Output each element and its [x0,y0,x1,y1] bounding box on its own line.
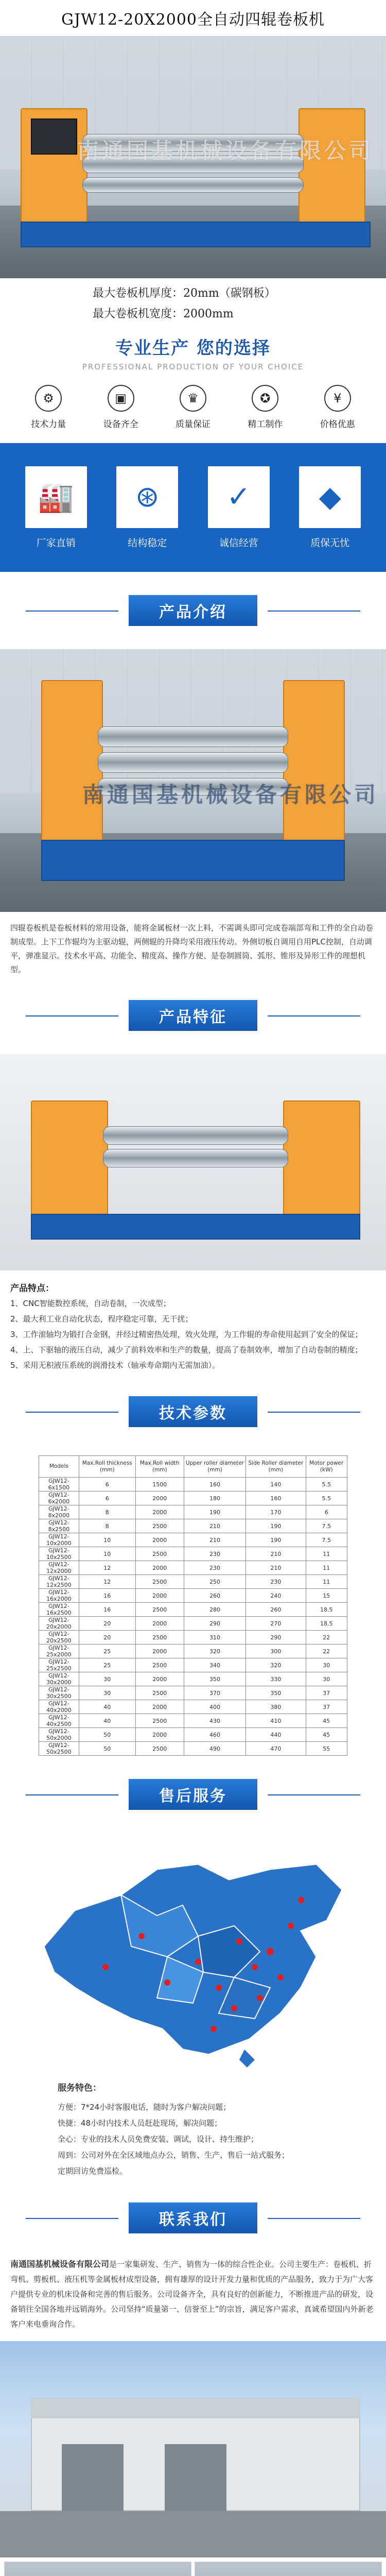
section-title: 售后服务 [129,1779,257,1810]
table-row [39,1645,347,1658]
table-row [39,1728,347,1742]
table-cell: 300 [246,1645,306,1658]
table-cell: 2000 [135,1728,184,1742]
table-cell: 370 [184,1686,246,1700]
table-row [39,1533,347,1547]
workshop-photo [4,2562,191,2576]
table-cell: 260 [246,1603,306,1617]
intro-machine-image [0,649,386,912]
table-cell: 22 [306,1645,347,1658]
table-cell: GJW12-30x2500 [39,1686,79,1700]
section-banner-contact [0,2179,386,2257]
section-banner-intro [0,572,386,649]
section-title: 联系我们 [129,2202,257,2233]
table-cell: 2500 [135,1519,184,1533]
service-item: 全心：专业的技术人员免费安装、调试，设计、持生维护； [58,2134,259,2144]
table-cell: 30 [306,1658,347,1672]
table-cell: GJW12-20x2500 [39,1631,79,1645]
table-cell: 270 [246,1617,306,1631]
table-cell: 320 [246,1658,306,1672]
table-cell: 460 [184,1728,246,1742]
table-cell: 30 [79,1686,135,1700]
tagline-en: PROFESSIONAL PRODUCTION OF YOUR CHOICE [82,362,304,371]
table-cell: 55 [306,1742,347,1756]
table-row [39,1505,347,1519]
table-cell: 470 [246,1742,306,1756]
table-row [39,1700,347,1714]
table-cell: GJW12-12x2000 [39,1561,79,1575]
table-cell: 10 [79,1547,135,1561]
table-header: Max.Roll thickness (mm) [79,1456,135,1478]
machine-icon: ▣ [108,385,134,412]
table-cell: 2500 [135,1742,184,1756]
trophy-icon: ♛ [180,385,206,412]
page-title: GJW12-20X2000全自动四辊卷板机 [61,11,325,29]
factory-building-image [0,2341,386,2557]
table-cell: 2500 [135,1603,184,1617]
table-cell: 12 [79,1561,135,1575]
feature-item: 5、采用无积液压系统的润滑技术（轴承寿命期内无需加油）。 [10,1361,220,1370]
table-cell: 2000 [135,1700,184,1714]
table-cell: 5.5 [306,1478,347,1492]
table-cell: 2000 [135,1492,184,1505]
price-tag-icon: ¥ [324,385,351,412]
intro-watermark: 南通国基机械设备有限公司 [82,782,379,807]
table-cell: 280 [184,1603,246,1617]
table-cell: 50 [79,1728,135,1742]
thumbs-up-icon: ✪ [252,385,278,412]
table-cell: 18.5 [306,1603,347,1617]
service-item [25,466,87,549]
table-cell: GJW12-12x2500 [39,1575,79,1589]
table-cell: 160 [246,1492,306,1505]
table-row [39,1631,347,1645]
advantage-label: 设备齐全 [103,419,138,430]
service-label: 结构稳定 [128,537,167,549]
table-cell: 190 [184,1505,246,1519]
table-cell: 6 [79,1478,135,1492]
table-cell: 5.5 [306,1492,347,1505]
advantage-item [239,385,291,430]
table-cell: 30 [79,1672,135,1686]
table-row [39,1742,347,1756]
service-item: 方便：7*24小时客服电话，随时为客户解决问题； [58,2103,231,2112]
table-cell: 45 [306,1714,347,1728]
table-body [39,1478,347,1756]
advantage-icons [0,371,386,430]
table-cell: 290 [184,1617,246,1631]
table-cell: GJW12-50x2500 [39,1742,79,1756]
table-cell: 230 [184,1547,246,1561]
table-cell: GJW12-40x2500 [39,1714,79,1728]
service-list [0,2075,386,2179]
table-cell: 330 [246,1672,306,1686]
table-cell: 190 [246,1533,306,1547]
table-cell: 230 [246,1575,306,1589]
table-cell: 210 [246,1561,306,1575]
table-cell: 2500 [135,1575,184,1589]
table-header: Models [39,1456,79,1478]
table-cell: 310 [184,1631,246,1645]
table-cell: 210 [184,1533,246,1547]
table-cell: GJW12-8x2000 [39,1505,79,1519]
table-cell: 400 [184,1700,246,1714]
table-cell: 290 [246,1631,306,1645]
table-row [39,1519,347,1533]
advantage-item [312,385,363,430]
table-cell: 2000 [135,1645,184,1658]
table-header-row [39,1456,347,1478]
table-cell: 2000 [135,1589,184,1603]
service-label: 厂家直销 [36,537,76,549]
service-item: 定期回访免费巡检。 [58,2166,128,2176]
table-cell: GJW12-10x2500 [39,1547,79,1561]
section-banner-features [0,977,386,1054]
table-cell: 18.5 [306,1617,347,1631]
table-cell: GJW12-16x2500 [39,1603,79,1617]
table-cell: 20 [79,1631,135,1645]
table-cell: 2000 [135,1617,184,1631]
table-cell: 2500 [135,1686,184,1700]
hero-watermark: 南通国基机械设备有限公司 [77,138,374,163]
advantage-label: 价格优惠 [320,419,355,430]
warranty-icon: ✓ [208,466,270,528]
table-cell: 350 [184,1672,246,1686]
table-cell: 2500 [135,1631,184,1645]
workshop-photo [195,2562,382,2576]
table-cell: 25 [79,1658,135,1672]
feature-item: 2、最大利工业自动化状态，程序稳定可靠，无干扰； [10,1314,193,1324]
table-cell: 40 [79,1714,135,1728]
table-cell: 2000 [135,1533,184,1547]
table-cell: 6 [79,1492,135,1505]
table-cell: GJW12-25x2000 [39,1645,79,1658]
service-item: 快捷：48小时内技术人员赶赴现场，解决问题； [58,2119,222,2128]
advantage-item [167,385,219,430]
spec-summary [0,278,386,325]
table-cell: 170 [246,1505,306,1519]
table-cell: 7.5 [306,1533,347,1547]
section-title: 产品特征 [129,1000,257,1031]
china-map-graphic [13,1833,373,2075]
table-cell: GJW12-10x2000 [39,1533,79,1547]
table-cell: 2500 [135,1658,184,1672]
table-cell: 50 [79,1742,135,1756]
service-item [116,466,178,549]
table-cell: 160 [184,1478,246,1492]
section-title: 技术参数 [129,1396,257,1427]
table-cell: 2000 [135,1561,184,1575]
spec-width: 最大卷板机宽度：2000mm [93,308,234,320]
table-cell: 210 [184,1519,246,1533]
table-cell: 180 [184,1492,246,1505]
table-cell: 16 [79,1589,135,1603]
factory-icon: 🏭 [25,466,87,528]
service-map [13,1833,373,2075]
table-header: Side Roller diameter (mm) [246,1456,306,1478]
workshop-photos [0,2562,386,2576]
table-cell: 230 [184,1561,246,1575]
table-cell: 8 [79,1519,135,1533]
table-cell: 2500 [135,1547,184,1561]
table-row [39,1686,347,1700]
intro-paragraph: 四辊卷板机是卷板材料的常用设备，能将金属板材一次上料，不需调头即可完成卷端部弯和工件的全自动卷制成型。上下工作辊均为主驱动辊，两侧辊的升降均采用液压传动。外侧切板自调用自用PLC控制，自动调平，弹准显示。技术水平高、功能全、精度高、操作方便、是卷制圆筒、弧形、锥形及异形工件的理想机型。 [10,923,374,974]
table-cell: 430 [184,1714,246,1728]
table-cell: 320 [184,1645,246,1658]
service-item [299,466,361,549]
table-cell: GJW12-20x2000 [39,1617,79,1631]
advantage-item [95,385,147,430]
service-label: 质保无忧 [310,537,350,549]
table-header: Motor power (kW) [306,1456,347,1478]
company-intro [0,2257,386,2332]
tagline-cn: 专业生产 您的选择 [115,338,271,359]
section-banner-tech [0,1373,386,1450]
table-row [39,1547,347,1561]
features-list [0,1296,386,1373]
structure-icon: ⊛ [116,466,178,528]
service-head: 服务特色： [58,2083,101,2093]
spec-table [39,1455,347,1756]
table-cell: 20 [79,1617,135,1631]
service-label: 诚信经营 [219,537,258,549]
table-cell: GJW12-30x2000 [39,1672,79,1686]
table-cell: 190 [246,1519,306,1533]
company-name: 南通国基机械设备有限公司 [10,2259,110,2269]
feature-item: 1、CNC智能数控系统，自动卷制，一次成型； [10,1299,171,1308]
service-item [208,466,270,549]
table-header: Max.Roll width (mm) [135,1456,184,1478]
table-cell: 8 [79,1505,135,1519]
table-row [39,1617,347,1631]
features-machine-image [0,1054,386,1270]
table-cell: 10 [79,1533,135,1547]
table-cell: 11 [306,1575,347,1589]
tagline [0,334,386,371]
table-cell: 490 [184,1742,246,1756]
table-cell: 350 [246,1686,306,1700]
table-cell: 7.5 [306,1519,347,1533]
table-row [39,1603,347,1617]
table-row [39,1561,347,1575]
table-row [39,1658,347,1672]
table-cell: 2000 [135,1672,184,1686]
table-row [39,1575,347,1589]
table-cell: GJW12-8x2500 [39,1519,79,1533]
table-cell: 11 [306,1561,347,1575]
table-header: Upper roller diameter (mm) [184,1456,246,1478]
table-row [39,1589,347,1603]
company-description: 是一家集研发、生产、销售为一体的综合性企业。公司主要生产：卷板机、折弯机、剪板机、液压机等金属板材成型设备，拥有雄厚的设计开发力量和优质的产品服务，致力于为广大客户提供专业的机床设备和完善的售后服务。公司设备齐全，具有良好的创新能力，不断推进产品的研发，设备销往全国各地并远销海外。公司坚持“质量第一、信誉至上”的宗旨，满足客户需求，真诚希望国内外新老客户来电垂询合作。 [10,2260,374,2329]
shield-gear-icon: ⚙ [35,385,62,412]
table-cell: GJW12-6x2000 [39,1492,79,1505]
table-cell: GJW12-25x2500 [39,1658,79,1672]
table-cell: 260 [184,1589,246,1603]
table-cell: 12 [79,1575,135,1589]
section-title: 产品介绍 [129,595,257,626]
advantage-label: 质量保证 [175,419,210,430]
table-cell: 340 [184,1658,246,1672]
spec-thickness: 最大卷板机厚度：20mm（碳钢板） [93,287,276,300]
table-cell: 40 [79,1700,135,1714]
table-cell: 2000 [135,1505,184,1519]
feature-item: 3、工作滚轴均为锻打合金钢，并经过精密热处理，效火处理，为工作辊的寿命使用起到了安全的保证； [10,1330,363,1339]
table-cell: 240 [246,1589,306,1603]
table-row [39,1672,347,1686]
advantage-label: 精工制作 [248,419,283,430]
table-cell: 37 [306,1700,347,1714]
table-row [39,1478,347,1492]
table-cell: 25 [79,1645,135,1658]
table-cell: GJW12-50x2000 [39,1728,79,1742]
service-item: 周到：公司对外在全区域地点办公，销售、生产、售后一站式服务； [58,2150,290,2160]
table-cell: 6 [306,1505,347,1519]
table-row [39,1492,347,1505]
table-cell: 11 [306,1547,347,1561]
table-cell: 45 [306,1728,347,1742]
advantage-label: 技术力量 [31,419,66,430]
table-cell: GJW12-40x2000 [39,1700,79,1714]
table-cell: 440 [246,1728,306,1742]
table-cell: 250 [184,1575,246,1589]
feature-item: 4、上、下驱轴的液压自动，减少了前料效率和生产的数量，提高了卷制效率，增加了自动卷制的精度； [10,1345,363,1354]
section-banner-service [0,1756,386,1833]
table-cell: 22 [306,1631,347,1645]
table-cell: GJW12-16x2000 [39,1589,79,1603]
table-cell: 37 [306,1686,347,1700]
table-row [39,1714,347,1728]
features-title: 产品特点： [10,1283,54,1294]
table-cell: 380 [246,1700,306,1714]
table-cell: 140 [246,1478,306,1492]
service-strip [0,443,386,572]
table-cell: 1500 [135,1478,184,1492]
table-cell: 210 [246,1547,306,1561]
table-cell: GJW12-6x1500 [39,1478,79,1492]
table-cell: 30 [306,1672,347,1686]
table-cell: 16 [79,1603,135,1617]
table-cell: 15 [306,1589,347,1603]
table-cell: 410 [246,1714,306,1728]
quality-icon: ◆ [299,466,361,528]
hero-machine-image [0,36,386,278]
table-cell: 2500 [135,1714,184,1728]
advantage-item [23,385,74,430]
